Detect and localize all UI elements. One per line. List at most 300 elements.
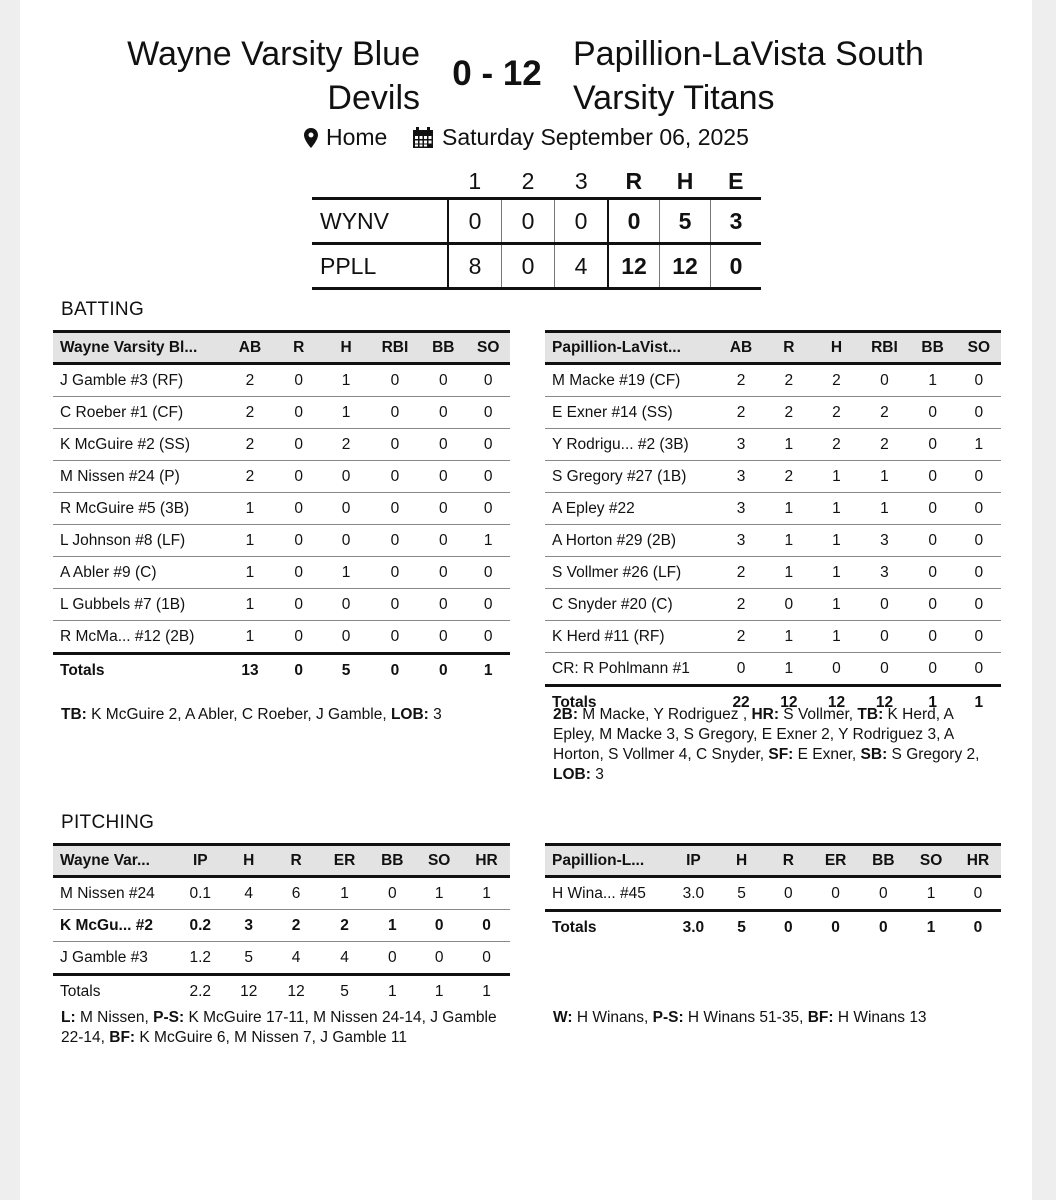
stat-cell: 0 xyxy=(275,525,322,557)
stat-cell: 2 xyxy=(813,429,861,461)
player-name: S Vollmer #26 (LF) xyxy=(545,557,717,589)
table-row xyxy=(53,493,510,525)
stat-cell: 2 xyxy=(320,910,370,942)
column-header: H xyxy=(813,332,861,364)
table-row xyxy=(545,525,1001,557)
table-row xyxy=(545,589,1001,621)
stat-cell: 0 xyxy=(420,557,466,589)
linescore-errors: 0 xyxy=(711,244,762,289)
stat-cell: 5 xyxy=(718,877,765,911)
linescore-header: H xyxy=(660,165,711,199)
stat-cell: 1 xyxy=(813,493,861,525)
stat-cell: 0 xyxy=(322,493,369,525)
stat-cell: 3 xyxy=(717,461,765,493)
stat-cell: 0 xyxy=(909,653,957,686)
note-label: P-S: xyxy=(652,1009,684,1026)
player-name: J Gamble #3 (RF) xyxy=(53,364,225,397)
stat-cell: 0 xyxy=(860,621,908,653)
linescore-hits: 12 xyxy=(660,244,711,289)
column-header: BB xyxy=(369,845,415,877)
stat-cell: 1 xyxy=(765,493,813,525)
stat-cell: 0 xyxy=(466,557,510,589)
stat-cell: 0 xyxy=(322,525,369,557)
home-pitching-notes xyxy=(61,1008,511,1048)
table-row xyxy=(53,429,510,461)
column-header: SO xyxy=(415,845,463,877)
player-name: H Wina... #45 xyxy=(545,877,669,911)
stat-cell: 2 xyxy=(272,910,319,942)
stat-cell: 1 xyxy=(765,557,813,589)
game-date xyxy=(412,124,749,151)
note-text: K Herd, A Epley, M Macke 3, S Gregory, E Exner 2, Y Rodriguez 3, A Horton, S Vollmer 4, C Snyder, xyxy=(553,706,958,763)
note-label: BF: xyxy=(109,1029,136,1046)
note-text: S Vollmer, xyxy=(779,706,858,723)
player-name: M Macke #19 (CF) xyxy=(545,364,717,397)
table-header-row xyxy=(545,332,1001,364)
stat-cell: 0 xyxy=(369,942,415,975)
stat-cell: 0 xyxy=(420,589,466,621)
stat-cell: 1 xyxy=(322,364,369,397)
column-header: BB xyxy=(909,332,957,364)
player-name: J Gamble #3 xyxy=(53,942,176,975)
note-text: H Winans 13 xyxy=(833,1009,927,1026)
stat-cell: 1 xyxy=(765,429,813,461)
table-row xyxy=(53,942,510,975)
stat-cell: 0 xyxy=(370,461,420,493)
note-label: W: xyxy=(553,1009,573,1026)
linescore-row-away xyxy=(312,244,761,289)
note-text: S Gregory 2, xyxy=(887,746,984,763)
linescore-inning: 0 xyxy=(502,199,555,244)
final-score: 0 - 12 xyxy=(452,54,542,93)
linescore-runs: 0 xyxy=(608,199,660,244)
totals-cell: 12 xyxy=(765,686,813,719)
linescore-inning: 8 xyxy=(448,244,502,289)
totals-cell: 1 xyxy=(466,654,510,687)
stat-cell: 0 xyxy=(957,589,1001,621)
totals-cell: 1 xyxy=(369,975,415,1008)
note-text: H Winans, xyxy=(572,1009,653,1026)
stat-cell: 0 xyxy=(420,493,466,525)
stat-cell: 1 xyxy=(907,877,955,911)
game-meta xyxy=(20,124,1032,154)
stat-cell: 2 xyxy=(225,461,275,493)
stat-cell: 1 xyxy=(225,525,275,557)
column-header-team: Wayne Var... xyxy=(53,845,176,877)
column-header: IP xyxy=(669,845,719,877)
stat-cell: 0 xyxy=(957,621,1001,653)
totals-cell: 13 xyxy=(225,654,275,687)
stat-cell: 0 xyxy=(275,397,322,429)
stat-cell: 1 xyxy=(225,557,275,589)
stat-cell: 0 xyxy=(370,493,420,525)
stat-cell: 0 xyxy=(420,364,466,397)
note-label: TB: xyxy=(857,706,884,723)
totals-label: Totals xyxy=(545,686,717,719)
player-name: K Herd #11 (RF) xyxy=(545,621,717,653)
stat-cell: 2 xyxy=(225,397,275,429)
stat-cell: 0 xyxy=(463,942,510,975)
stat-cell: 0 xyxy=(909,461,957,493)
note-text: 3 xyxy=(428,706,442,723)
totals-cell: 22 xyxy=(717,686,765,719)
column-header: HR xyxy=(463,845,510,877)
table-header-row xyxy=(545,845,1001,877)
table-row xyxy=(545,653,1001,686)
totals-cell: 12 xyxy=(225,975,272,1008)
totals-cell: 0 xyxy=(955,911,1001,944)
player-name: K McGu... #2 xyxy=(53,910,176,942)
stat-cell: 3 xyxy=(717,493,765,525)
stat-cell: 1 xyxy=(765,653,813,686)
player-name: R McMa... #12 (2B) xyxy=(53,621,225,654)
linescore-errors: 3 xyxy=(711,199,762,244)
linescore-table xyxy=(312,165,761,290)
stat-cell: 0 xyxy=(370,557,420,589)
column-header-team: Papillion-L... xyxy=(545,845,669,877)
linescore-team: WYNV xyxy=(312,199,448,244)
totals-cell: 5 xyxy=(322,654,369,687)
stat-cell: 0 xyxy=(909,557,957,589)
stat-cell: 0 xyxy=(957,397,1001,429)
player-name: K McGuire #2 (SS) xyxy=(53,429,225,461)
table-row xyxy=(545,557,1001,589)
player-name: R McGuire #5 (3B) xyxy=(53,493,225,525)
column-header: SO xyxy=(907,845,955,877)
stat-cell: 2 xyxy=(717,397,765,429)
column-header: AB xyxy=(717,332,765,364)
table-row xyxy=(53,525,510,557)
boxscore-page xyxy=(20,0,1032,1200)
stat-cell: 0 xyxy=(370,621,420,654)
home-team-name: Wayne Varsity Blue Devils xyxy=(127,35,420,117)
column-header: AB xyxy=(225,332,275,364)
player-name: A Epley #22 xyxy=(545,493,717,525)
column-header: IP xyxy=(176,845,226,877)
stat-cell: 0 xyxy=(957,557,1001,589)
column-header: SO xyxy=(957,332,1001,364)
stat-cell: 1 xyxy=(765,621,813,653)
stat-cell: 2 xyxy=(225,429,275,461)
stat-cell: 1 xyxy=(322,557,369,589)
totals-cell: 3.0 xyxy=(669,911,719,944)
totals-cell: 2.2 xyxy=(176,975,226,1008)
table-row xyxy=(53,877,510,910)
stat-cell: 0 xyxy=(466,461,510,493)
away-batting-notes xyxy=(553,705,998,785)
note-text: H Winans 51-35, xyxy=(683,1009,808,1026)
column-header: R xyxy=(272,845,319,877)
stat-cell: 1 xyxy=(466,525,510,557)
stat-cell: 0 xyxy=(370,429,420,461)
stat-cell: 1 xyxy=(813,557,861,589)
totals-cell: 0 xyxy=(812,911,860,944)
stat-cell: 0 xyxy=(420,525,466,557)
linescore-inning: 0 xyxy=(502,244,555,289)
player-name: L Johnson #8 (LF) xyxy=(53,525,225,557)
note-label: BF: xyxy=(807,1009,834,1026)
stat-cell: 0.1 xyxy=(176,877,226,910)
stat-cell: 0 xyxy=(466,621,510,654)
linescore-header-row xyxy=(312,165,761,199)
stat-cell: 0 xyxy=(909,589,957,621)
stat-cell: 0 xyxy=(860,589,908,621)
stat-cell: 1 xyxy=(957,429,1001,461)
away-pitching-notes xyxy=(553,1008,998,1028)
totals-cell: 12 xyxy=(813,686,861,719)
linescore-row-home xyxy=(312,199,761,244)
table-row xyxy=(53,557,510,589)
stat-cell: 0 xyxy=(275,461,322,493)
stat-cell: 0 xyxy=(765,877,812,911)
totals-row xyxy=(53,975,510,1008)
linescore-hits: 5 xyxy=(660,199,711,244)
note-text: M Macke, Y Rodriguez , xyxy=(577,706,752,723)
column-header-team: Wayne Varsity Bl... xyxy=(53,332,225,364)
column-header: R xyxy=(275,332,322,364)
player-name: C Snyder #20 (C) xyxy=(545,589,717,621)
stat-cell: 0 xyxy=(765,589,813,621)
stat-cell: 0 xyxy=(420,461,466,493)
stat-cell: 2 xyxy=(860,397,908,429)
home-batting-table xyxy=(53,330,510,686)
note-label: L: xyxy=(61,1009,76,1026)
totals-cell: 0 xyxy=(420,654,466,687)
stat-cell: 2 xyxy=(717,557,765,589)
column-header: R xyxy=(765,332,813,364)
stat-cell: 2 xyxy=(322,429,369,461)
stat-cell: 1 xyxy=(909,364,957,397)
stat-cell: 0 xyxy=(466,493,510,525)
linescore-header: 1 xyxy=(448,165,502,199)
player-name: CR: R Pohlmann #1 xyxy=(545,653,717,686)
stat-cell: 4 xyxy=(272,942,319,975)
stat-cell: 0 xyxy=(420,429,466,461)
totals-label: Totals xyxy=(53,975,176,1008)
totals-cell: 0 xyxy=(275,654,322,687)
stat-cell: 0 xyxy=(909,525,957,557)
stat-cell: 2 xyxy=(860,429,908,461)
stat-cell: 1 xyxy=(369,910,415,942)
player-name: S Gregory #27 (1B) xyxy=(545,461,717,493)
stat-cell: 0 xyxy=(275,364,322,397)
stat-cell: 3 xyxy=(860,525,908,557)
calendar-icon xyxy=(412,127,434,149)
stat-cell: 1 xyxy=(225,493,275,525)
linescore-header: 2 xyxy=(502,165,555,199)
stat-cell: 1 xyxy=(813,621,861,653)
stat-cell: 1 xyxy=(415,877,463,910)
stat-cell: 1 xyxy=(765,525,813,557)
totals-row xyxy=(53,654,510,687)
stat-cell: 0 xyxy=(909,493,957,525)
map-pin-icon xyxy=(304,128,318,148)
note-label: HR: xyxy=(751,706,779,723)
stat-cell: 1 xyxy=(463,877,510,910)
stat-cell: 3 xyxy=(860,557,908,589)
totals-cell: 0 xyxy=(765,911,812,944)
totals-label: Totals xyxy=(53,654,225,687)
totals-cell: 1 xyxy=(415,975,463,1008)
player-name: M Nissen #24 xyxy=(53,877,176,910)
stat-cell: 0 xyxy=(275,493,322,525)
totals-cell: 12 xyxy=(272,975,319,1008)
stat-cell: 0 xyxy=(370,525,420,557)
stat-cell: 2 xyxy=(765,461,813,493)
stat-cell: 2 xyxy=(813,397,861,429)
date-text: Saturday September 06, 2025 xyxy=(442,124,749,150)
stat-cell: 0 xyxy=(322,589,369,621)
stat-cell: 0 xyxy=(957,525,1001,557)
linescore-team: PPLL xyxy=(312,244,448,289)
table-row xyxy=(545,877,1001,911)
column-header: BB xyxy=(859,845,907,877)
stat-cell: 0 xyxy=(466,429,510,461)
linescore-inning: 0 xyxy=(555,199,609,244)
player-name: A Horton #29 (2B) xyxy=(545,525,717,557)
stat-cell: 1 xyxy=(322,397,369,429)
stat-cell: 3 xyxy=(717,525,765,557)
player-name: A Abler #9 (C) xyxy=(53,557,225,589)
table-row xyxy=(53,364,510,397)
stat-cell: 1 xyxy=(225,589,275,621)
stat-cell: 0 xyxy=(275,557,322,589)
column-header: R xyxy=(765,845,812,877)
note-text: K McGuire 17-11, M Nissen 24-14, J Gamble 22-14, xyxy=(61,1009,501,1046)
stat-cell: 1 xyxy=(813,589,861,621)
stat-cell: 0 xyxy=(463,910,510,942)
table-row xyxy=(545,364,1001,397)
stat-cell: 0 xyxy=(860,653,908,686)
stat-cell: 2 xyxy=(717,364,765,397)
linescore-inning: 0 xyxy=(448,199,502,244)
linescore-runs: 12 xyxy=(608,244,660,289)
stat-cell: 3 xyxy=(225,910,272,942)
totals-cell: 0 xyxy=(859,911,907,944)
stat-cell: 0 xyxy=(957,364,1001,397)
stat-cell: 0 xyxy=(957,493,1001,525)
stat-cell: 0 xyxy=(322,461,369,493)
table-row xyxy=(545,397,1001,429)
table-row xyxy=(53,589,510,621)
stat-cell: 0 xyxy=(466,397,510,429)
home-batting-notes xyxy=(61,705,511,725)
stat-cell: 0 xyxy=(275,429,322,461)
stat-cell: 2 xyxy=(717,589,765,621)
table-row xyxy=(545,621,1001,653)
batting-section-label: BATTING xyxy=(61,299,145,320)
stat-cell: 1 xyxy=(320,877,370,910)
linescore-header: R xyxy=(608,165,660,199)
away-batting-table xyxy=(545,330,1001,718)
table-row xyxy=(545,493,1001,525)
stat-cell: 0 xyxy=(909,429,957,461)
note-label: LOB: xyxy=(390,706,429,723)
note-text: K McGuire 2, A Abler, C Roeber, J Gamble, xyxy=(86,706,391,723)
stat-cell: 0 xyxy=(717,653,765,686)
note-text: M Nissen, xyxy=(75,1009,154,1026)
stat-cell: 0 xyxy=(909,621,957,653)
column-header: H xyxy=(718,845,765,877)
linescore-inning: 4 xyxy=(555,244,609,289)
totals-cell: 1 xyxy=(907,911,955,944)
stat-cell: 1 xyxy=(860,493,908,525)
note-text: 3 xyxy=(590,766,604,783)
stat-cell: 1 xyxy=(225,621,275,654)
stat-cell: 0 xyxy=(420,397,466,429)
stat-cell: 2 xyxy=(765,364,813,397)
totals-cell: 1 xyxy=(463,975,510,1008)
stat-cell: 0 xyxy=(415,942,463,975)
note-text: E Exner, xyxy=(793,746,861,763)
stat-cell: 0 xyxy=(275,589,322,621)
location xyxy=(304,124,387,151)
stat-cell: 0 xyxy=(957,461,1001,493)
game-header xyxy=(20,32,1032,122)
note-text: K McGuire 6, M Nissen 7, J Gamble 11 xyxy=(135,1029,408,1046)
note-label: 2B: xyxy=(553,706,578,723)
stat-cell: 3.0 xyxy=(669,877,719,911)
totals-cell: 5 xyxy=(718,911,765,944)
note-label: SF: xyxy=(768,746,794,763)
column-header: HR xyxy=(955,845,1001,877)
linescore-header: E xyxy=(711,165,762,199)
column-header-team: Papillion-LaVist... xyxy=(545,332,717,364)
table-row xyxy=(53,461,510,493)
player-name: L Gubbels #7 (1B) xyxy=(53,589,225,621)
totals-row xyxy=(545,911,1001,944)
totals-cell: 0 xyxy=(370,654,420,687)
stat-cell: 5 xyxy=(225,942,272,975)
home-pitching-table xyxy=(53,843,510,1007)
totals-cell: 12 xyxy=(860,686,908,719)
stat-cell: 0 xyxy=(370,589,420,621)
stat-cell: 3 xyxy=(717,429,765,461)
away-team-name: Papillion-LaVista South Varsity Titans xyxy=(573,35,924,117)
stat-cell: 0 xyxy=(859,877,907,911)
column-header: H xyxy=(322,332,369,364)
totals-cell: 5 xyxy=(320,975,370,1008)
location-text: Home xyxy=(326,124,388,150)
player-name: Y Rodrigu... #2 (3B) xyxy=(545,429,717,461)
table-header-row xyxy=(53,332,510,364)
stat-cell: 2 xyxy=(813,364,861,397)
stat-cell: 0 xyxy=(909,397,957,429)
stat-cell: 0 xyxy=(275,621,322,654)
stat-cell: 0 xyxy=(415,910,463,942)
stat-cell: 0 xyxy=(466,364,510,397)
stat-cell: 2 xyxy=(717,621,765,653)
totals-cell: 1 xyxy=(909,686,957,719)
column-header: SO xyxy=(466,332,510,364)
stat-cell: 4 xyxy=(320,942,370,975)
note-label: P-S: xyxy=(153,1009,185,1026)
stat-cell: 1.2 xyxy=(176,942,226,975)
stat-cell: 0 xyxy=(466,589,510,621)
stat-cell: 1 xyxy=(813,525,861,557)
pitching-section-label: PITCHING xyxy=(61,812,155,833)
linescore-header: 3 xyxy=(555,165,609,199)
player-name: C Roeber #1 (CF) xyxy=(53,397,225,429)
column-header: BB xyxy=(420,332,466,364)
column-header: H xyxy=(225,845,272,877)
column-header: RBI xyxy=(370,332,420,364)
stat-cell: 0 xyxy=(813,653,861,686)
stat-cell: 4 xyxy=(225,877,272,910)
player-name: E Exner #14 (SS) xyxy=(545,397,717,429)
stat-cell: 2 xyxy=(765,397,813,429)
table-row xyxy=(545,429,1001,461)
